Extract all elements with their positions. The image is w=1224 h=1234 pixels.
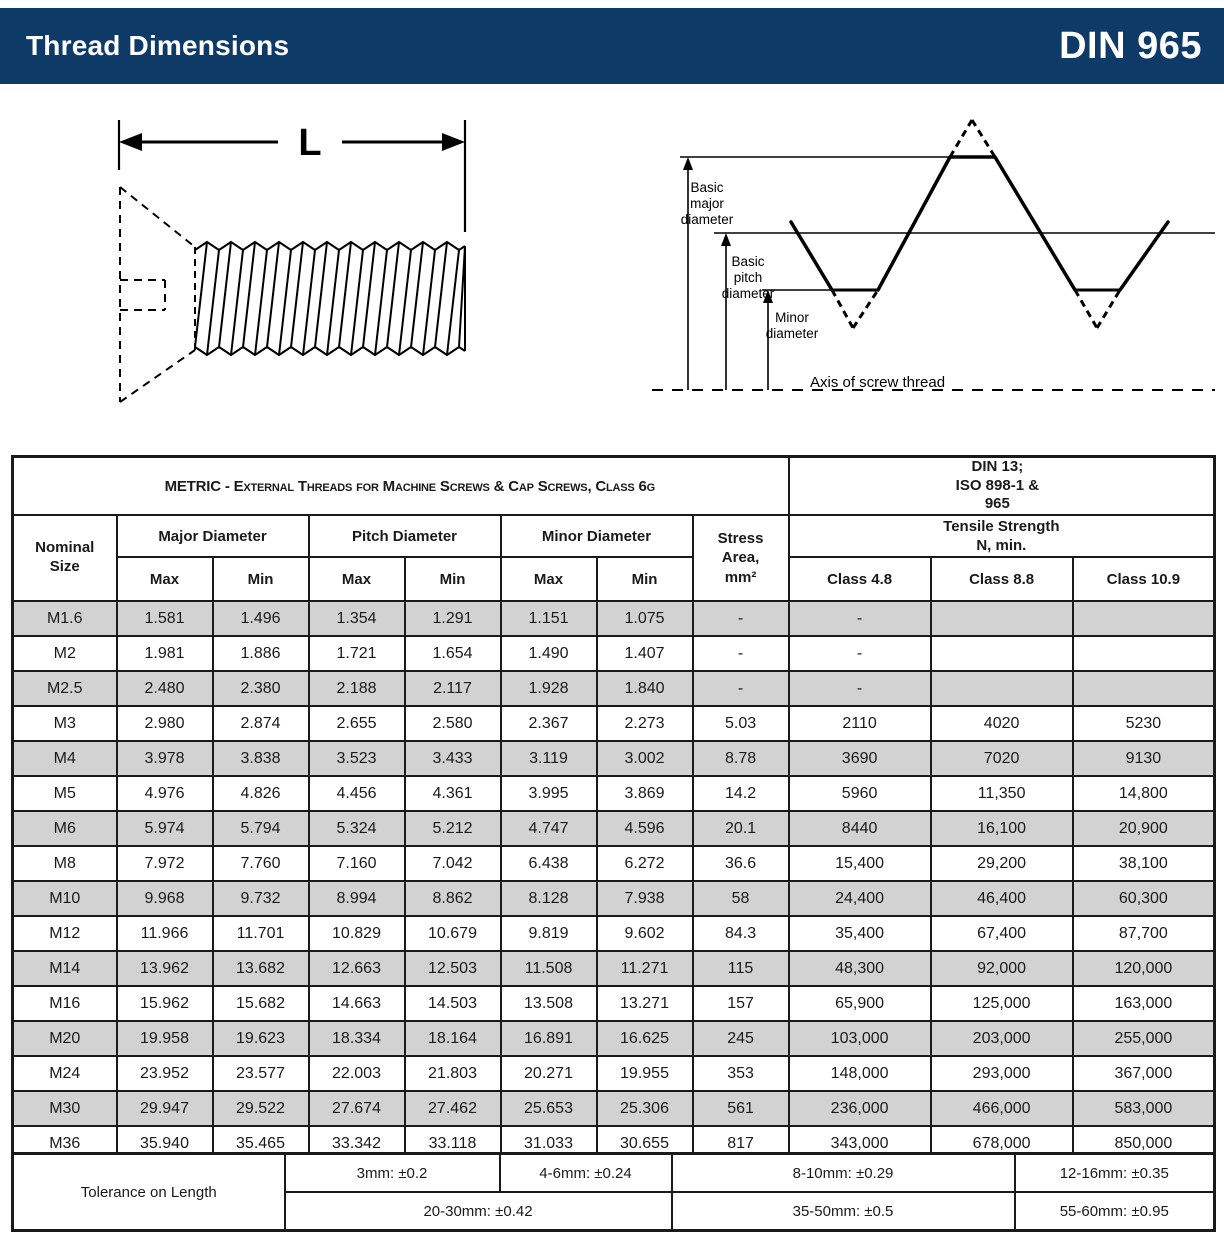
tolerance-35-50mm: 35-50mm: ±0.5	[672, 1192, 1015, 1231]
cell-nominal-size: M10	[13, 881, 117, 916]
cell-tensile-class-8-8: 125,000	[931, 986, 1073, 1021]
header-class-10-9: Class 10.9	[1073, 557, 1215, 601]
cell-tensile-class-10-9: 255,000	[1073, 1021, 1215, 1056]
cell-pitch-diameter-min: 2.580	[405, 706, 501, 741]
cell-major-diameter-min: 2.380	[213, 671, 309, 706]
cell-stress-area: -	[693, 636, 789, 671]
table-header-sub-row	[13, 557, 1215, 601]
cell-pitch-diameter-min: 33.118	[405, 1126, 501, 1162]
basic-major-diameter-label-line3: diameter	[680, 212, 734, 227]
cell-minor-diameter-min: 13.271	[597, 986, 693, 1021]
table-title: METRIC - External Threads for Machine Screws & Cap Screws, Class 6g	[13, 457, 789, 516]
cell-stress-area: 84.3	[693, 916, 789, 951]
length-dimension-label: L	[298, 122, 322, 164]
cell-tensile-class-4-8: 2110	[789, 706, 931, 741]
cell-minor-diameter-max: 3.119	[501, 741, 597, 776]
cell-tensile-class-4-8: -	[789, 601, 931, 636]
cell-stress-area: 353	[693, 1056, 789, 1091]
cell-minor-diameter-max: 2.367	[501, 706, 597, 741]
table-title-row	[13, 457, 1215, 516]
cell-nominal-size: M30	[13, 1091, 117, 1126]
basic-pitch-diameter-label-line1: Basic	[731, 254, 765, 269]
table-row	[13, 671, 1215, 706]
cell-tensile-class-10-9: 120,000	[1073, 951, 1215, 986]
cell-minor-diameter-min: 1.407	[597, 636, 693, 671]
cell-minor-diameter-min: 7.938	[597, 881, 693, 916]
cell-tensile-class-4-8: 48,300	[789, 951, 931, 986]
standard-ref-line2: ISO 898-1 &	[955, 476, 1040, 494]
header-minor-diameter: Minor Diameter	[501, 515, 693, 557]
cell-minor-diameter-min: 25.306	[597, 1091, 693, 1126]
cell-pitch-diameter-min: 14.503	[405, 986, 501, 1021]
cell-tensile-class-8-8: 293,000	[931, 1056, 1073, 1091]
minor-diameter-label-line1: Minor	[775, 310, 809, 325]
cell-major-diameter-min: 23.577	[213, 1056, 309, 1091]
cell-pitch-diameter-max: 27.674	[309, 1091, 405, 1126]
cell-pitch-diameter-max: 12.663	[309, 951, 405, 986]
tolerance-table-container	[11, 1152, 1213, 1232]
cell-minor-diameter-min: 1.075	[597, 601, 693, 636]
thread-dimensions-table-body	[13, 601, 1215, 1162]
cell-pitch-diameter-max: 7.160	[309, 846, 405, 881]
table-row	[13, 846, 1215, 881]
cell-major-diameter-min: 5.794	[213, 811, 309, 846]
cell-minor-diameter-max: 9.819	[501, 916, 597, 951]
screw-diagram	[110, 102, 530, 412]
cell-minor-diameter-max: 8.128	[501, 881, 597, 916]
table-row	[13, 951, 1215, 986]
cell-pitch-diameter-min: 1.291	[405, 601, 501, 636]
cell-pitch-diameter-max: 8.994	[309, 881, 405, 916]
cell-tensile-class-8-8: 7020	[931, 741, 1073, 776]
cell-nominal-size: M6	[13, 811, 117, 846]
cell-pitch-diameter-max: 1.721	[309, 636, 405, 671]
cell-tensile-class-4-8: 5960	[789, 776, 931, 811]
cell-tensile-class-4-8: 236,000	[789, 1091, 931, 1126]
cell-minor-diameter-min: 19.955	[597, 1056, 693, 1091]
header-class-8-8: Class 8.8	[931, 557, 1073, 601]
cell-stress-area: 817	[693, 1126, 789, 1162]
table-row	[13, 1056, 1215, 1091]
cell-major-diameter-max: 5.974	[117, 811, 213, 846]
cell-nominal-size: M36	[13, 1126, 117, 1162]
tolerance-3mm: 3mm: ±0.2	[285, 1154, 500, 1193]
cell-tensile-class-4-8: 65,900	[789, 986, 931, 1021]
header-minor-max: Max	[501, 557, 597, 601]
cell-minor-diameter-max: 4.747	[501, 811, 597, 846]
cell-minor-diameter-max: 1.928	[501, 671, 597, 706]
header-stress-area	[693, 515, 789, 601]
cell-minor-diameter-min: 1.840	[597, 671, 693, 706]
cell-pitch-diameter-min: 21.803	[405, 1056, 501, 1091]
header-nominal-size-line1: Nominal	[35, 539, 95, 557]
cell-nominal-size: M24	[13, 1056, 117, 1091]
cell-nominal-size: M20	[13, 1021, 117, 1056]
cell-major-diameter-max: 1.981	[117, 636, 213, 671]
cell-tensile-class-4-8: 15,400	[789, 846, 931, 881]
figures-section	[0, 92, 1224, 442]
header-major-min: Min	[213, 557, 309, 601]
cell-pitch-diameter-max: 22.003	[309, 1056, 405, 1091]
header-tensile-strength	[789, 515, 1215, 557]
cell-minor-diameter-max: 16.891	[501, 1021, 597, 1056]
cell-pitch-diameter-max: 2.188	[309, 671, 405, 706]
cell-tensile-class-10-9: 38,100	[1073, 846, 1215, 881]
cell-minor-diameter-max: 31.033	[501, 1126, 597, 1162]
thread-dimensions-table-container	[11, 455, 1213, 1163]
cell-stress-area: 245	[693, 1021, 789, 1056]
cell-major-diameter-min: 11.701	[213, 916, 309, 951]
thread-profile-svg	[650, 100, 1220, 410]
cell-major-diameter-min: 4.826	[213, 776, 309, 811]
cell-minor-diameter-min: 3.869	[597, 776, 693, 811]
cell-minor-diameter-min: 16.625	[597, 1021, 693, 1056]
cell-tensile-class-10-9: 5230	[1073, 706, 1215, 741]
cell-stress-area: 14.2	[693, 776, 789, 811]
header-stress-area-line3: mm²	[724, 568, 757, 586]
table-row	[13, 741, 1215, 776]
cell-tensile-class-10-9: 163,000	[1073, 986, 1215, 1021]
cell-nominal-size: M12	[13, 916, 117, 951]
tolerance-4-6mm: 4-6mm: ±0.24	[500, 1154, 672, 1193]
cell-major-diameter-max: 9.968	[117, 881, 213, 916]
basic-major-diameter-label-line1: Basic	[690, 180, 724, 195]
cell-pitch-diameter-min: 18.164	[405, 1021, 501, 1056]
cell-tensile-class-8-8: 92,000	[931, 951, 1073, 986]
header-pitch-diameter: Pitch Diameter	[309, 515, 501, 557]
cell-nominal-size: M2.5	[13, 671, 117, 706]
cell-minor-diameter-max: 3.995	[501, 776, 597, 811]
cell-minor-diameter-max: 20.271	[501, 1056, 597, 1091]
cell-tensile-class-10-9: 583,000	[1073, 1091, 1215, 1126]
cell-tensile-class-8-8: 11,350	[931, 776, 1073, 811]
table-row	[13, 1021, 1215, 1056]
basic-major-diameter-label-line2: major	[690, 196, 724, 211]
cell-stress-area: 58	[693, 881, 789, 916]
cell-tensile-class-10-9	[1073, 636, 1215, 671]
cell-tensile-class-8-8	[931, 601, 1073, 636]
cell-minor-diameter-max: 1.490	[501, 636, 597, 671]
cell-nominal-size: M1.6	[13, 601, 117, 636]
cell-pitch-diameter-min: 27.462	[405, 1091, 501, 1126]
cell-tensile-class-10-9: 850,000	[1073, 1126, 1215, 1162]
cell-tensile-class-4-8: 343,000	[789, 1126, 931, 1162]
cell-tensile-class-10-9: 60,300	[1073, 881, 1215, 916]
cell-tensile-class-4-8: 103,000	[789, 1021, 931, 1056]
cell-nominal-size: M14	[13, 951, 117, 986]
cell-tensile-class-4-8: -	[789, 671, 931, 706]
cell-stress-area: 20.1	[693, 811, 789, 846]
header-stress-area-line2: Area,	[721, 549, 760, 567]
cell-tensile-class-8-8	[931, 636, 1073, 671]
table-header-group-row	[13, 515, 1215, 557]
cell-tensile-class-10-9	[1073, 601, 1215, 636]
cell-major-diameter-min: 1.496	[213, 601, 309, 636]
cell-pitch-diameter-max: 33.342	[309, 1126, 405, 1162]
cell-tensile-class-4-8: 8440	[789, 811, 931, 846]
cell-stress-area: 561	[693, 1091, 789, 1126]
table-row	[13, 986, 1215, 1021]
cell-major-diameter-max: 23.952	[117, 1056, 213, 1091]
cell-nominal-size: M5	[13, 776, 117, 811]
standard-number: DIN 965	[1059, 24, 1202, 67]
cell-major-diameter-max: 19.958	[117, 1021, 213, 1056]
cell-pitch-diameter-max: 4.456	[309, 776, 405, 811]
cell-stress-area: 5.03	[693, 706, 789, 741]
cell-tensile-class-10-9: 87,700	[1073, 916, 1215, 951]
cell-minor-diameter-min: 3.002	[597, 741, 693, 776]
cell-tensile-class-10-9: 20,900	[1073, 811, 1215, 846]
table-row	[13, 706, 1215, 741]
table-row	[13, 1091, 1215, 1126]
cell-tensile-class-8-8	[931, 671, 1073, 706]
cell-pitch-diameter-min: 5.212	[405, 811, 501, 846]
cell-major-diameter-min: 7.760	[213, 846, 309, 881]
cell-pitch-diameter-min: 4.361	[405, 776, 501, 811]
cell-pitch-diameter-max: 18.334	[309, 1021, 405, 1056]
cell-tensile-class-4-8: 3690	[789, 741, 931, 776]
cell-tensile-class-8-8: 678,000	[931, 1126, 1073, 1162]
cell-major-diameter-max: 15.962	[117, 986, 213, 1021]
basic-pitch-diameter-label-line3: diameter	[721, 286, 775, 301]
cell-major-diameter-min: 2.874	[213, 706, 309, 741]
cell-major-diameter-max: 13.962	[117, 951, 213, 986]
thread-profile-diagram	[650, 100, 1220, 410]
basic-pitch-diameter-label-line2: pitch	[733, 270, 763, 285]
axis-label: Axis of screw thread	[810, 374, 946, 391]
tolerance-8-10mm: 8-10mm: ±0.29	[672, 1154, 1015, 1193]
cell-pitch-diameter-min: 12.503	[405, 951, 501, 986]
cell-nominal-size: M4	[13, 741, 117, 776]
cell-major-diameter-max: 7.972	[117, 846, 213, 881]
cell-major-diameter-min: 15.682	[213, 986, 309, 1021]
cell-tensile-class-8-8: 67,400	[931, 916, 1073, 951]
page-title: Thread Dimensions	[26, 30, 290, 61]
cell-tensile-class-10-9	[1073, 671, 1215, 706]
cell-minor-diameter-min: 2.273	[597, 706, 693, 741]
header-tensile-strength-line1: Tensile Strength	[943, 517, 1060, 535]
cell-stress-area: 157	[693, 986, 789, 1021]
tolerance-20-30mm: 20-30mm: ±0.42	[285, 1192, 672, 1231]
table-standard-reference	[789, 457, 1215, 516]
cell-tensile-class-4-8: -	[789, 636, 931, 671]
cell-nominal-size: M3	[13, 706, 117, 741]
tolerance-table	[11, 1152, 1216, 1232]
table-row	[13, 601, 1215, 636]
cell-major-diameter-max: 2.480	[117, 671, 213, 706]
header-major-max: Max	[117, 557, 213, 601]
cell-pitch-diameter-min: 7.042	[405, 846, 501, 881]
cell-tensile-class-8-8: 466,000	[931, 1091, 1073, 1126]
cell-minor-diameter-min: 9.602	[597, 916, 693, 951]
cell-pitch-diameter-max: 5.324	[309, 811, 405, 846]
cell-pitch-diameter-max: 1.354	[309, 601, 405, 636]
header-nominal-size-line2: Size	[49, 558, 80, 575]
cell-stress-area: 36.6	[693, 846, 789, 881]
cell-nominal-size: M2	[13, 636, 117, 671]
cell-major-diameter-min: 19.623	[213, 1021, 309, 1056]
cell-minor-diameter-max: 25.653	[501, 1091, 597, 1126]
minor-diameter-label-line2: diameter	[765, 326, 819, 341]
cell-major-diameter-max: 1.581	[117, 601, 213, 636]
cell-major-diameter-min: 35.465	[213, 1126, 309, 1162]
cell-minor-diameter-max: 13.508	[501, 986, 597, 1021]
table-row	[13, 811, 1215, 846]
cell-nominal-size: M8	[13, 846, 117, 881]
table-row	[13, 916, 1215, 951]
cell-major-diameter-min: 9.732	[213, 881, 309, 916]
cell-major-diameter-max: 2.980	[117, 706, 213, 741]
cell-pitch-diameter-min: 1.654	[405, 636, 501, 671]
cell-major-diameter-min: 13.682	[213, 951, 309, 986]
header-pitch-min: Min	[405, 557, 501, 601]
screw-diagram-svg	[110, 102, 530, 412]
cell-pitch-diameter-max: 14.663	[309, 986, 405, 1021]
tolerance-55-60mm: 55-60mm: ±0.95	[1015, 1192, 1215, 1231]
cell-stress-area: -	[693, 671, 789, 706]
cell-minor-diameter-max: 6.438	[501, 846, 597, 881]
cell-pitch-diameter-max: 3.523	[309, 741, 405, 776]
cell-major-diameter-min: 3.838	[213, 741, 309, 776]
cell-tensile-class-10-9: 9130	[1073, 741, 1215, 776]
cell-minor-diameter-max: 1.151	[501, 601, 597, 636]
cell-pitch-diameter-min: 3.433	[405, 741, 501, 776]
header-major-diameter: Major Diameter	[117, 515, 309, 557]
header-class-4-8: Class 4.8	[789, 557, 931, 601]
header-tensile-strength-line2: N, min.	[976, 537, 1027, 554]
cell-major-diameter-max: 29.947	[117, 1091, 213, 1126]
table-row	[13, 636, 1215, 671]
standard-ref-line3: 965	[984, 495, 1010, 513]
cell-tensile-class-8-8: 16,100	[931, 811, 1073, 846]
cell-minor-diameter-max: 11.508	[501, 951, 597, 986]
tolerance-row-1	[13, 1154, 1215, 1193]
cell-minor-diameter-min: 30.655	[597, 1126, 693, 1162]
cell-stress-area: -	[693, 601, 789, 636]
cell-minor-diameter-min: 11.271	[597, 951, 693, 986]
cell-minor-diameter-min: 4.596	[597, 811, 693, 846]
cell-nominal-size: M16	[13, 986, 117, 1021]
header-minor-min: Min	[597, 557, 693, 601]
cell-major-diameter-max: 3.978	[117, 741, 213, 776]
standard-ref-line1: DIN 13;	[971, 458, 1024, 476]
cell-tensile-class-8-8: 46,400	[931, 881, 1073, 916]
cell-major-diameter-max: 11.966	[117, 916, 213, 951]
cell-pitch-diameter-min: 10.679	[405, 916, 501, 951]
cell-tensile-class-4-8: 24,400	[789, 881, 931, 916]
header-pitch-max: Max	[309, 557, 405, 601]
cell-tensile-class-10-9: 14,800	[1073, 776, 1215, 811]
cell-tensile-class-8-8: 4020	[931, 706, 1073, 741]
table-row	[13, 776, 1215, 811]
cell-tensile-class-4-8: 35,400	[789, 916, 931, 951]
cell-stress-area: 8.78	[693, 741, 789, 776]
page-header-banner	[0, 8, 1224, 84]
thread-dimensions-table	[11, 455, 1216, 1163]
header-nominal-size	[13, 515, 117, 601]
cell-tensile-class-10-9: 367,000	[1073, 1056, 1215, 1091]
cell-tensile-class-8-8: 29,200	[931, 846, 1073, 881]
cell-major-diameter-min: 29.522	[213, 1091, 309, 1126]
table-row	[13, 881, 1215, 916]
tolerance-12-16mm: 12-16mm: ±0.35	[1015, 1154, 1215, 1193]
tolerance-label: Tolerance on Length	[13, 1154, 285, 1231]
cell-tensile-class-4-8: 148,000	[789, 1056, 931, 1091]
cell-tensile-class-8-8: 203,000	[931, 1021, 1073, 1056]
cell-major-diameter-max: 35.940	[117, 1126, 213, 1162]
cell-major-diameter-max: 4.976	[117, 776, 213, 811]
cell-major-diameter-min: 1.886	[213, 636, 309, 671]
cell-pitch-diameter-max: 10.829	[309, 916, 405, 951]
cell-stress-area: 115	[693, 951, 789, 986]
cell-minor-diameter-min: 6.272	[597, 846, 693, 881]
header-stress-area-line1: Stress	[717, 529, 764, 547]
cell-pitch-diameter-min: 8.862	[405, 881, 501, 916]
cell-pitch-diameter-max: 2.655	[309, 706, 405, 741]
cell-pitch-diameter-min: 2.117	[405, 671, 501, 706]
